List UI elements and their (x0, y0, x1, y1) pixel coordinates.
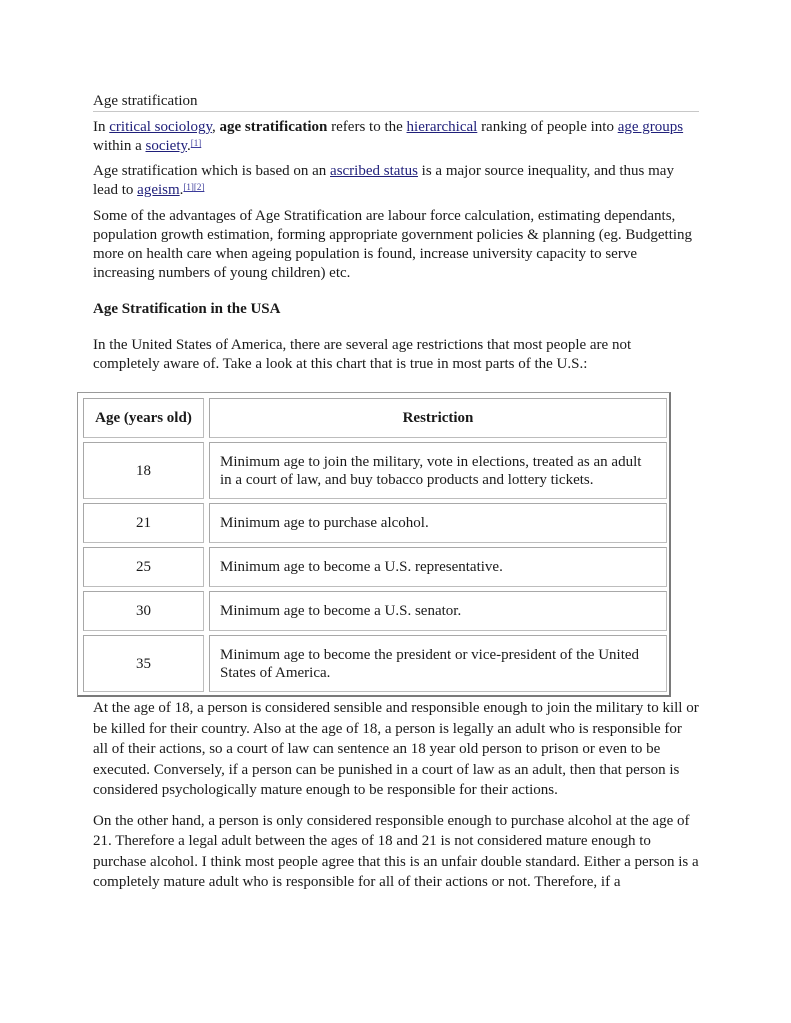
reference-1[interactable]: [1] (190, 138, 202, 148)
link-ageism[interactable]: ageism (137, 182, 180, 198)
advantages-paragraph: Some of the advantages of Age Stratification are labour force calculation, estimating dependants, population growth estimation, forming appropriate government policies & planning (eg. Budgetting more on health care when ageing population is found, increase university capacity to serve increasing numbers of young children) etc. (93, 208, 693, 281)
usa-intro-paragraph: In the United States of America, there are several age restrictions that most people are not completely aware of. Take a look at this chart that is true in most parts of the U.S.: (93, 337, 632, 372)
table-cell-age: 18 (83, 442, 204, 499)
link-hierarchical[interactable]: hierarchical (406, 119, 478, 135)
link-ascribed-status[interactable]: ascribed status (330, 163, 418, 179)
section-heading: Age Stratification in the USA (93, 301, 281, 317)
double-standard-paragraph: On the other hand, a person is only considered responsible enough to purchase alcohol at the age of 21. Therefore a legal adult between the ages of 18 and 21 is not considered mature enough to purchase alcohol. I think most people agree that this is an unfair double standard. Either a person is a completely mature adult who is responsible for all of their actions or not. Therefore, if a (93, 812, 699, 890)
link-age-groups[interactable]: age groups (617, 119, 684, 135)
table-cell-age: 30 (83, 591, 204, 631)
table-cell-restriction: Minimum age to become the president or vice-president of the United States of America. (209, 635, 667, 692)
age-restriction-table (77, 392, 671, 697)
link-society[interactable]: society (145, 138, 188, 154)
reference-1[interactable]: [1] (183, 182, 194, 192)
inequality-paragraph: Age stratification which is based on an ascribed status is a major source inequality, and thus may lead to ageism.[1][2] (93, 163, 674, 198)
table-header-restriction: Restriction (209, 398, 667, 438)
document-title: Age stratification (93, 92, 699, 112)
age-18-paragraph: At the age of 18, a person is considered sensible and responsible enough to join the military to kill or be killed for their country. Also at the age of 18, a person is legally an adult who is responsible for all of their actions, so a court of law can sentence an 18 year old person to prison or even to be executed. Conversely, if a person can be punished in a court of law as an adult, then that person is considered psychologically mature enough to be responsible for their actions. (93, 700, 699, 798)
table-cell-restriction: Minimum age to become a U.S. senator. (209, 591, 667, 631)
bold-term: age stratification (219, 119, 328, 135)
table-cell-restriction: Minimum age to become a U.S. representative. (209, 547, 667, 587)
link-critical-sociology[interactable]: critical sociology (109, 119, 212, 135)
document-body (93, 92, 699, 374)
table-header-age: Age (years old) (83, 398, 204, 438)
intro-paragraph: In critical sociology, age stratification refers to the hierarchical ranking of people into age groups within a society.[1] (93, 119, 684, 154)
table-cell-restriction: Minimum age to purchase alcohol. (209, 503, 667, 543)
document-continuation (93, 698, 699, 893)
table-cell-age: 21 (83, 503, 204, 543)
table-cell-age: 35 (83, 635, 204, 692)
table-cell-restriction: Minimum age to join the military, vote in elections, treated as an adult in a court of law, and buy tobacco products and lottery tickets. (209, 442, 667, 499)
table-cell-age: 25 (83, 547, 204, 587)
reference-2[interactable]: [2] (193, 182, 205, 192)
